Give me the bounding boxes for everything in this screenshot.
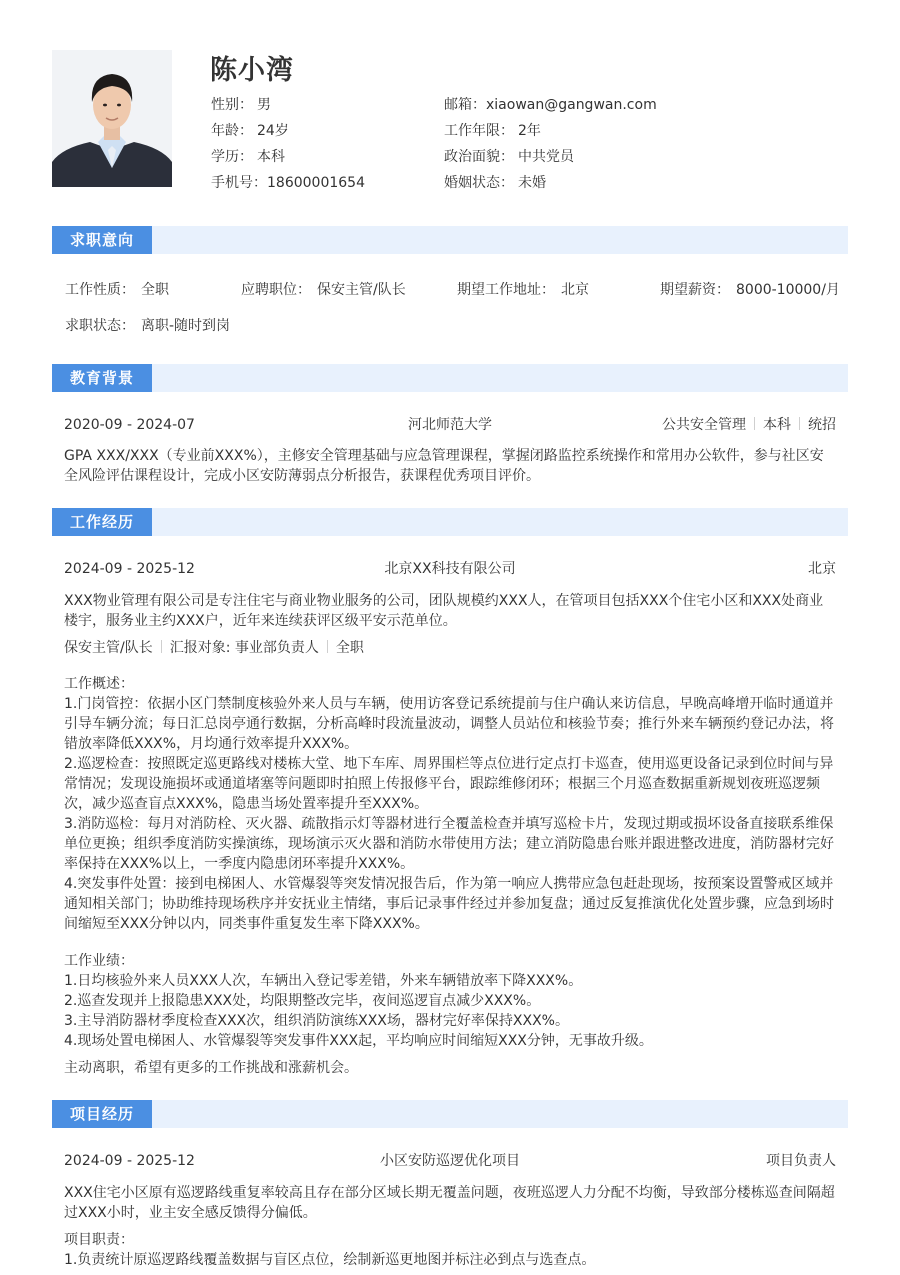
education-meta [662,415,836,435]
info-political-status [444,146,574,166]
divider [161,640,162,653]
field-value: 保安主管/队长 [317,282,406,298]
project-desc-line: XXX住宅小区原有巡逻路线重复率较高且存在部分区域长期无覆盖问题，夜班巡逻人力分配不均衡，导致部分楼栋巡查间隔超 [64,1185,835,1201]
info-value: 24岁 [257,123,289,139]
field-value: 北京 [561,282,589,298]
divider [327,640,328,653]
overview-line: 次，减少巡查盲点XXX%，隐患当场处置率提升至XXX%。 [64,796,429,812]
work-entry-header [64,559,836,579]
section-title: 工作经历 [52,508,152,536]
profile-photo [52,50,172,187]
work-leave-reason: 主动离职，希望有更多的工作挑战和涨薪机会。 [64,1060,358,1076]
info-value[interactable]: xiaowan@gangwan.com [486,97,657,113]
work-achievements-title: 工作业绩： [64,953,134,969]
project-name: 小区安防巡逻优化项目 [380,1153,520,1169]
divider [754,417,755,430]
work-role: 保安主管/队长 [64,640,153,656]
overview-line: 引导车辆分流；每日汇总岗亭通行数据，分析高峰时段流量波动，调整人员站位和核验节奏；推行外来车辆预约登记办法，将 [64,716,834,732]
education-type: 统招 [808,417,836,433]
info-value: 本科 [257,149,285,165]
education-school: 河北师范大学 [408,417,492,433]
info-age [211,120,289,140]
duty-line: 1.负责统计原巡逻路线覆盖数据与盲区点位，绘制新巡更地图并标注必到点与选查点。 [64,1252,596,1268]
info-label: 工作年限： [444,123,514,139]
project-description [64,1183,836,1223]
info-education [211,146,285,166]
intent-location [457,279,589,299]
education-degree: 本科 [763,417,791,433]
divider [799,417,800,430]
project-duties [64,1230,836,1270]
section-header-work [52,508,848,536]
info-marital-status [444,172,546,192]
work-overview-title: 工作概述： [64,676,134,692]
achievement-line: 2.巡查发现并上报隐患XXX处，均限期整改完毕，夜间巡逻盲点减少XXX%。 [64,993,541,1009]
overview-line: 错放率降低XXX%，月均通行效率提升XXX%。 [64,736,359,752]
overview-line: 3.消防巡检：每月对消防栓、灭火器、疏散指示灯等器材进行全覆盖检查并填写巡检卡片，发现过期或损坏设备直接联系维保 [64,816,834,832]
work-role-meta [64,638,836,658]
field-label: 期望工作地址： [457,282,555,298]
intent-salary [660,279,840,299]
achievement-line: 4.现场处置电梯困人、水管爆裂等突发事件XXX起，平均响应时间缩短XXX分钟，无事故升级。 [64,1033,653,1049]
intent-nature [65,279,169,299]
work-period: 2024-09 - 2025-12 [64,561,195,577]
work-report-to: 汇报对象: 事业部负责人 [169,640,319,656]
field-value: 离职-随时到岗 [141,318,231,334]
info-phone [211,172,365,192]
info-label: 学历： [211,149,253,165]
field-label: 求职状态： [65,318,135,334]
project-role: 项目负责人 [766,1153,836,1169]
education-major: 公共安全管理 [662,417,746,433]
info-value: 男 [257,97,271,113]
intent-status [65,315,230,335]
work-city: 北京 [808,561,836,577]
avatar-illustration [52,50,172,187]
candidate-name: 陈小湾 [210,55,294,86]
education-period: 2020-09 - 2024-07 [64,417,195,433]
info-work-years [444,120,541,140]
achievement-line: 3.主导消防器材季度检查XXX次，组织消防演练XXX场，器材完好率保持XXX%。 [64,1013,569,1029]
work-overview [64,674,836,934]
intent-position [241,279,406,299]
field-label: 工作性质： [65,282,135,298]
field-label: 应聘职位： [241,282,311,298]
info-label: 邮箱： [444,97,486,113]
project-duties-title: 项目职责： [64,1232,134,1248]
project-desc-line: 过XXX小时，业主安全感反馈得分偏低。 [64,1205,317,1221]
field-value: 全职 [141,282,169,298]
education-entry-header [64,415,836,435]
info-value: 2年 [518,123,541,139]
info-label: 婚姻状态： [444,175,514,191]
work-company-description: XXX物业管理有限公司是专注住宅与商业物业服务的公司，团队规模约XXX人，在管项目包括XXX个住宅小区和XXX处商业楼宇，服务业主约XXX户，近年来连续获评区级平安示范单位。 [64,593,824,629]
overview-line: 常情况；发现设施损坏或通道堵塞等问题即时拍照上传报修平台，跟踪维修闭环；根据三个月巡查数据重新规划夜班巡逻频 [64,776,820,792]
education-description: GPA XXX/XXX（专业前XXX%），主修安全管理基础与应急管理课程，掌握闭路监控系统操作和常用办公软件，参与社区安全风险评估课程设计，完成小区安防薄弱点分析报告，获课程优秀项目评价。 [64,448,824,484]
info-gender [211,94,271,114]
info-value: 中共党员 [518,149,574,165]
info-label: 手机号： [211,175,267,191]
work-achievements [64,951,836,1051]
overview-line: 2.巡逻检查：按照既定巡更路线对楼栋大堂、地下车库、周界围栏等点位进行定点打卡巡查，使用巡更设备记录到位时间与异 [64,756,834,772]
section-title: 项目经历 [52,1100,152,1128]
project-period: 2024-09 - 2025-12 [64,1153,195,1169]
section-header-project [52,1100,848,1128]
info-value: 18600001654 [267,175,365,191]
field-label: 期望薪资： [660,282,730,298]
section-title: 求职意向 [52,226,152,254]
overview-line: 通知相关部门；协助维持现场秩序并安抚业主情绪，事后记录事件经过并参加复盘；通过反复推演优化处置步骤，应急到场时 [64,896,834,912]
info-label: 性别： [211,97,253,113]
section-header-education [52,364,848,392]
info-label: 年龄： [211,123,253,139]
overview-line: 率保持在XXX%以上，一季度内隐患闭环率提升XXX%。 [64,856,415,872]
overview-line: 4.突发事件处置：接到电梯困人、水管爆裂等突发情况报告后，作为第一响应人携带应急包赶赴现场，按预案设置警戒区域并 [64,876,834,892]
overview-line: 1.门岗管控：依据小区门禁制度核验外来人员与车辆，使用访客登记系统提前与住户确认来访信息，早晚高峰增开临时通道并 [64,696,834,712]
field-value: 8000-10000/月 [736,282,840,298]
achievement-line: 1.日均核验外来人员XXX人次，车辆出入登记零差错，外来车辆错放率下降XXX%。 [64,973,583,989]
work-company: 北京XX科技有限公司 [384,561,516,577]
section-title: 教育背景 [52,364,152,392]
work-job-type: 全职 [335,640,364,656]
info-email [444,94,657,114]
info-label: 政治面貌： [444,149,514,165]
section-header-intent [52,226,848,254]
info-value: 未婚 [518,175,546,191]
overview-line: 间缩短至XXX分钟以内，同类事件重复发生率下降XXX%。 [64,916,429,932]
project-entry-header [64,1151,836,1171]
overview-line: 单位更换；组织季度消防实操演练，现场演示灭火器和消防水带使用方法；建立消防隐患台账并跟进整改进度，消防器材完好 [64,836,834,852]
